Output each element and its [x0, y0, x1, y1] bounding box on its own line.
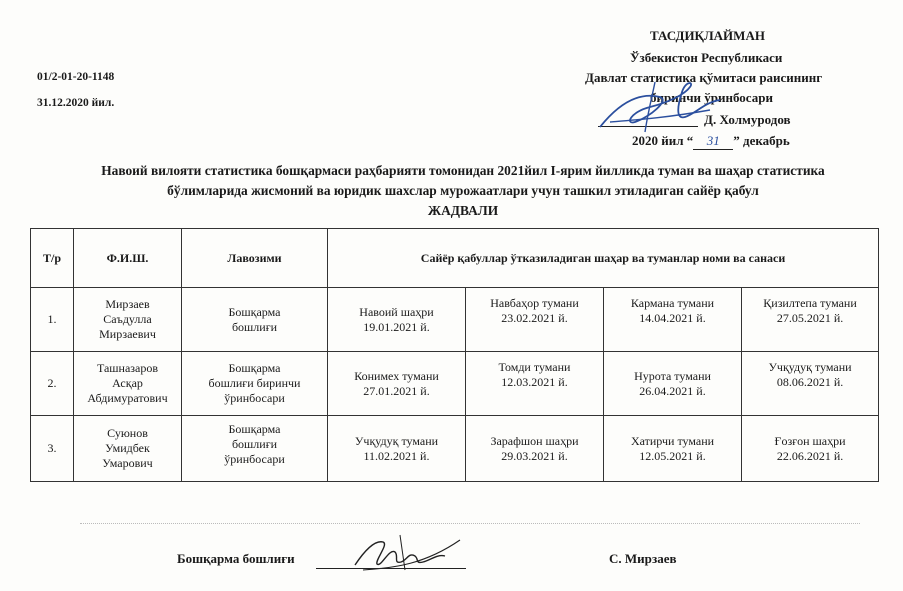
row-position	[182, 288, 328, 352]
document-title	[40, 161, 886, 221]
document-number: 01/2-01-20-1148	[37, 71, 115, 83]
visit-place: Ғозғон шаҳри	[774, 433, 846, 448]
name-line: Суюнов	[107, 426, 148, 440]
name-line: Саъдулла	[103, 312, 152, 326]
visit-cell	[604, 416, 742, 482]
table-header-row	[31, 229, 879, 288]
name-line: Ташназаров	[96, 361, 159, 375]
visit-cell	[466, 352, 604, 416]
visit-place: Томди тумани	[498, 360, 571, 374]
visit-date: 19.01.2021 й.	[363, 319, 430, 334]
approval-date-day: 31	[693, 133, 733, 150]
approval-signature	[590, 72, 730, 142]
visit-cell	[604, 352, 742, 416]
visit-cell	[742, 288, 879, 352]
visit-place: Қизилтепа тумани	[763, 296, 857, 310]
title-line3: ЖАДВАЛИ	[427, 203, 499, 218]
visit-place: Учқудуқ тумани	[354, 433, 439, 448]
position-line: Бошқарма	[228, 361, 281, 375]
table-row	[31, 352, 879, 416]
visit-date: 12.03.2021 й.	[501, 375, 568, 389]
visit-date: 08.06.2021 й.	[776, 375, 844, 389]
visit-cell	[742, 416, 879, 482]
approval-date-prefix: 2020 йил “	[632, 133, 694, 148]
visit-date: 12.05.2021 й.	[639, 448, 706, 463]
position-line: ўринбосари	[224, 452, 285, 466]
schedule-table	[30, 228, 879, 482]
visit-cell	[328, 352, 466, 416]
table-row	[31, 288, 879, 352]
visit-place: Навоий шаҳри	[359, 304, 434, 319]
row-position	[182, 416, 328, 482]
footer-position-label: Бошқарма бошлиғи	[177, 551, 295, 566]
visit-date: 29.03.2021 й.	[501, 448, 568, 463]
row-num: 2.	[31, 352, 74, 416]
visit-date: 23.02.2021 й.	[501, 311, 568, 325]
header-places: Сайёр қабуллар ўтказиладиган шаҳар ва туманлар номи ва санаси	[328, 229, 879, 288]
visit-date: 27.01.2021 й.	[363, 383, 430, 398]
row-name	[74, 416, 182, 482]
row-name	[74, 288, 182, 352]
visit-cell	[328, 288, 466, 352]
footer-signer-name: С. Мирзаев	[609, 551, 677, 566]
row-num: 1.	[31, 288, 74, 352]
header-position: Лавозими	[182, 229, 328, 288]
name-line: Асқар	[112, 376, 143, 390]
visit-cell	[604, 288, 742, 352]
row-num: 3.	[31, 416, 74, 482]
visit-cell	[328, 416, 466, 482]
name-line: Мирзаевич	[99, 327, 156, 341]
visit-place: Зарафшон шаҳри	[490, 433, 579, 448]
document-date: 31.12.2020 йил.	[37, 97, 115, 109]
position-line: бошлиғи	[231, 437, 278, 451]
position-line: Бошқарма	[228, 304, 281, 319]
title-line1: Навоий вилояти статистика бошқармаси раҳбарияти томонидан 2021йил I-ярим йилликда туман ва шаҳар статистика	[101, 163, 825, 178]
visit-place: Навбаҳор тумани	[490, 296, 579, 310]
position-line: Бошқарма	[228, 422, 281, 436]
approval-position: биринчи ўринбосари	[650, 90, 773, 105]
name-line: Мирзаев	[105, 297, 150, 311]
row-position	[182, 352, 328, 416]
visit-place: Учқудуқ тумани	[768, 360, 852, 374]
position-line: бошлиғи	[231, 319, 278, 334]
visit-place: Нурота тумани	[634, 368, 711, 383]
approval-org-line1: Ўзбекистон Республикаси	[630, 50, 783, 65]
title-line2: бўлимларида жисмоний ва юридик шахслар мурожаатлари учун ташкил этиладиган сайёр қабул	[167, 183, 759, 198]
footer-signature	[345, 530, 465, 575]
visit-place: Кармана тумани	[630, 296, 715, 310]
header-num: Т/р	[31, 229, 74, 288]
row-name	[74, 352, 182, 416]
name-line: Абдимуратович	[87, 391, 168, 405]
visit-date: 27.05.2021 й.	[776, 311, 844, 325]
visit-date: 14.04.2021 й.	[639, 311, 706, 325]
approval-date-suffix: ” декабрь	[733, 133, 790, 148]
name-line: Умарович	[102, 456, 153, 470]
visit-place: Хатирчи тумани	[630, 433, 715, 448]
visit-cell	[466, 288, 604, 352]
position-line: бошлиғи биринчи	[208, 376, 301, 390]
approval-org-line2: Давлат статистика қўмитаси раисининг	[585, 70, 823, 85]
visit-date: 22.06.2021 й.	[776, 448, 844, 463]
position-line: ўринбосари	[224, 391, 285, 405]
visit-place: Конимех тумани	[354, 368, 439, 383]
scan-divider	[80, 523, 860, 525]
header-name: Ф.И.Ш.	[74, 229, 182, 288]
approval-signer: Д. Холмуродов	[704, 112, 791, 127]
visit-cell	[742, 352, 879, 416]
visit-cell	[466, 416, 604, 482]
approval-heading: ТАСДИҚЛАЙМАН	[650, 28, 765, 43]
name-line: Умидбек	[105, 441, 150, 455]
table-row	[31, 416, 879, 482]
visit-date: 26.04.2021 й.	[639, 383, 706, 398]
visit-date: 11.02.2021 й.	[363, 448, 430, 463]
